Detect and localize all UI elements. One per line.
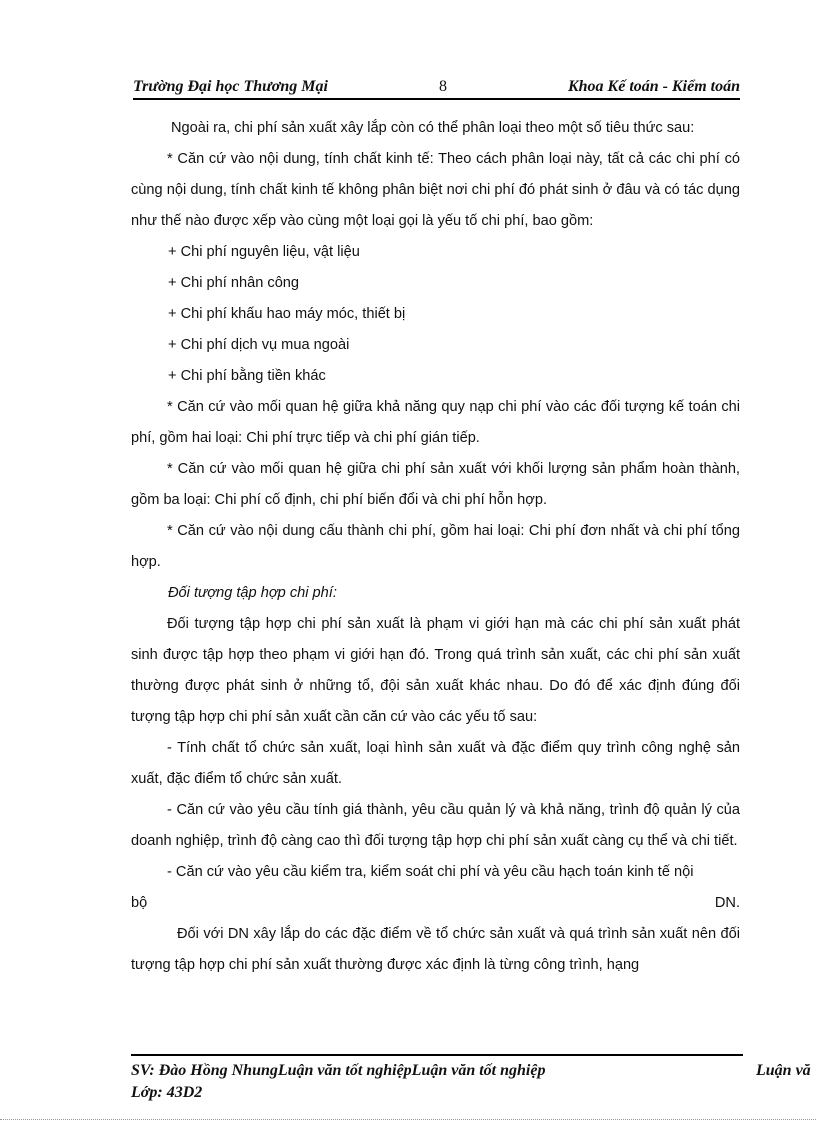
paragraph-last-line (131, 888, 740, 919)
page-bottom-border (0, 1119, 816, 1120)
footer-right-text: Luận vă (756, 1062, 811, 1079)
student-info: SV: Đào Hồng NhungLuận văn tốt nghiệpLuận văn tốt nghiệp (131, 1062, 546, 1079)
page-footer (131, 1060, 545, 1104)
list-item: + Chi phí nguyên liệu, vật liệu (168, 244, 360, 260)
text-fragment: DN. (714, 895, 740, 911)
paragraph: - Căn cứ vào yêu cầu kiểm tra, kiểm soát chi phí và yêu cầu hạch toán kinh tế nội (167, 864, 694, 880)
paragraph: Đối với DN xây lắp do các đặc điểm về tổ chức sản xuất và quá trình sản xuất nên đối tượng tập hợp chi phí sản xuất thường được xác định là từng công trình, hạng (131, 926, 740, 973)
paragraph: - Căn cứ vào yêu cầu tính giá thành, yêu cầu quản lý và khả năng, trình độ quản lý của doanh nghiệp, trình độ càng cao thì đối tượng tập hợp chi phí sản xuất càng cụ thể và chi tiết. (131, 802, 740, 849)
paragraph: * Căn cứ vào mối quan hệ giữa khả năng quy nạp chi phí vào các đối tượng kế toán chi phí, gồm hai loại: Chi phí trực tiếp và chi phí gián tiếp. (131, 399, 740, 446)
section-heading: Đối tượng tập hợp chi phí: (168, 585, 337, 601)
paragraph: Đối tượng tập hợp chi phí sản xuất là phạm vi giới hạn mà các chi phí sản xuất phát sinh được tập hợp theo phạm vi giới hạn đó. Trong quá trình sản xuất, các chi phí sản xuất thường được phát sinh ở những tổ, đội sản xuất khác nhau. Do đó để xác định đúng đối tượng tập hợp chi phí sản xuất cần căn cứ vào các yếu tố sau: (131, 616, 740, 725)
faculty-name: Khoa Kế toán - Kiểm toán (567, 78, 740, 95)
text-fragment: bộ (131, 895, 148, 911)
list-item: + Chi phí khấu hao máy móc, thiết bị (168, 306, 406, 322)
list-item: + Chi phí nhân công (168, 275, 300, 291)
document-body (131, 113, 740, 981)
page-number: 8 (439, 78, 447, 95)
class-info: Lớp: 43D2 (131, 1084, 203, 1101)
list-item: + Chi phí bằng tiền khác (168, 368, 326, 384)
paragraph: Ngoài ra, chi phí sản xuất xây lắp còn có thể phân loại theo một số tiêu thức sau: (171, 120, 695, 136)
list-item: + Chi phí dịch vụ mua ngoài (168, 337, 350, 353)
paragraph: - Tính chất tổ chức sản xuất, loại hình sản xuất và đặc điểm quy trình công nghệ sản xuất, đặc điểm tổ chức sản xuất. (131, 740, 740, 787)
paragraph: * Căn cứ vào nội dung cấu thành chi phí, gồm hai loại: Chi phí đơn nhất và chi phí tổng hợp. (131, 523, 740, 570)
paragraph: * Căn cứ vào nội dung, tính chất kinh tế: Theo cách phân loại này, tất cả các chi phí có cùng nội dung, tính chất kinh tế không phân biệt nơi chi phí đó phát sinh ở đâu và có tác dụng như thế nào được xếp vào cùng một loại gọi là yếu tố chi phí, bao gồm: (131, 151, 740, 229)
footer-divider (131, 1054, 743, 1056)
page-header (133, 76, 740, 100)
school-name: Trường Đại học Thương Mại (133, 78, 328, 95)
paragraph: * Căn cứ vào mối quan hệ giữa chi phí sản xuất với khối lượng sản phẩm hoàn thành, gồm ba loại: Chi phí cố định, chi phí biến đổi và chi phí hỗn hợp. (131, 461, 740, 508)
